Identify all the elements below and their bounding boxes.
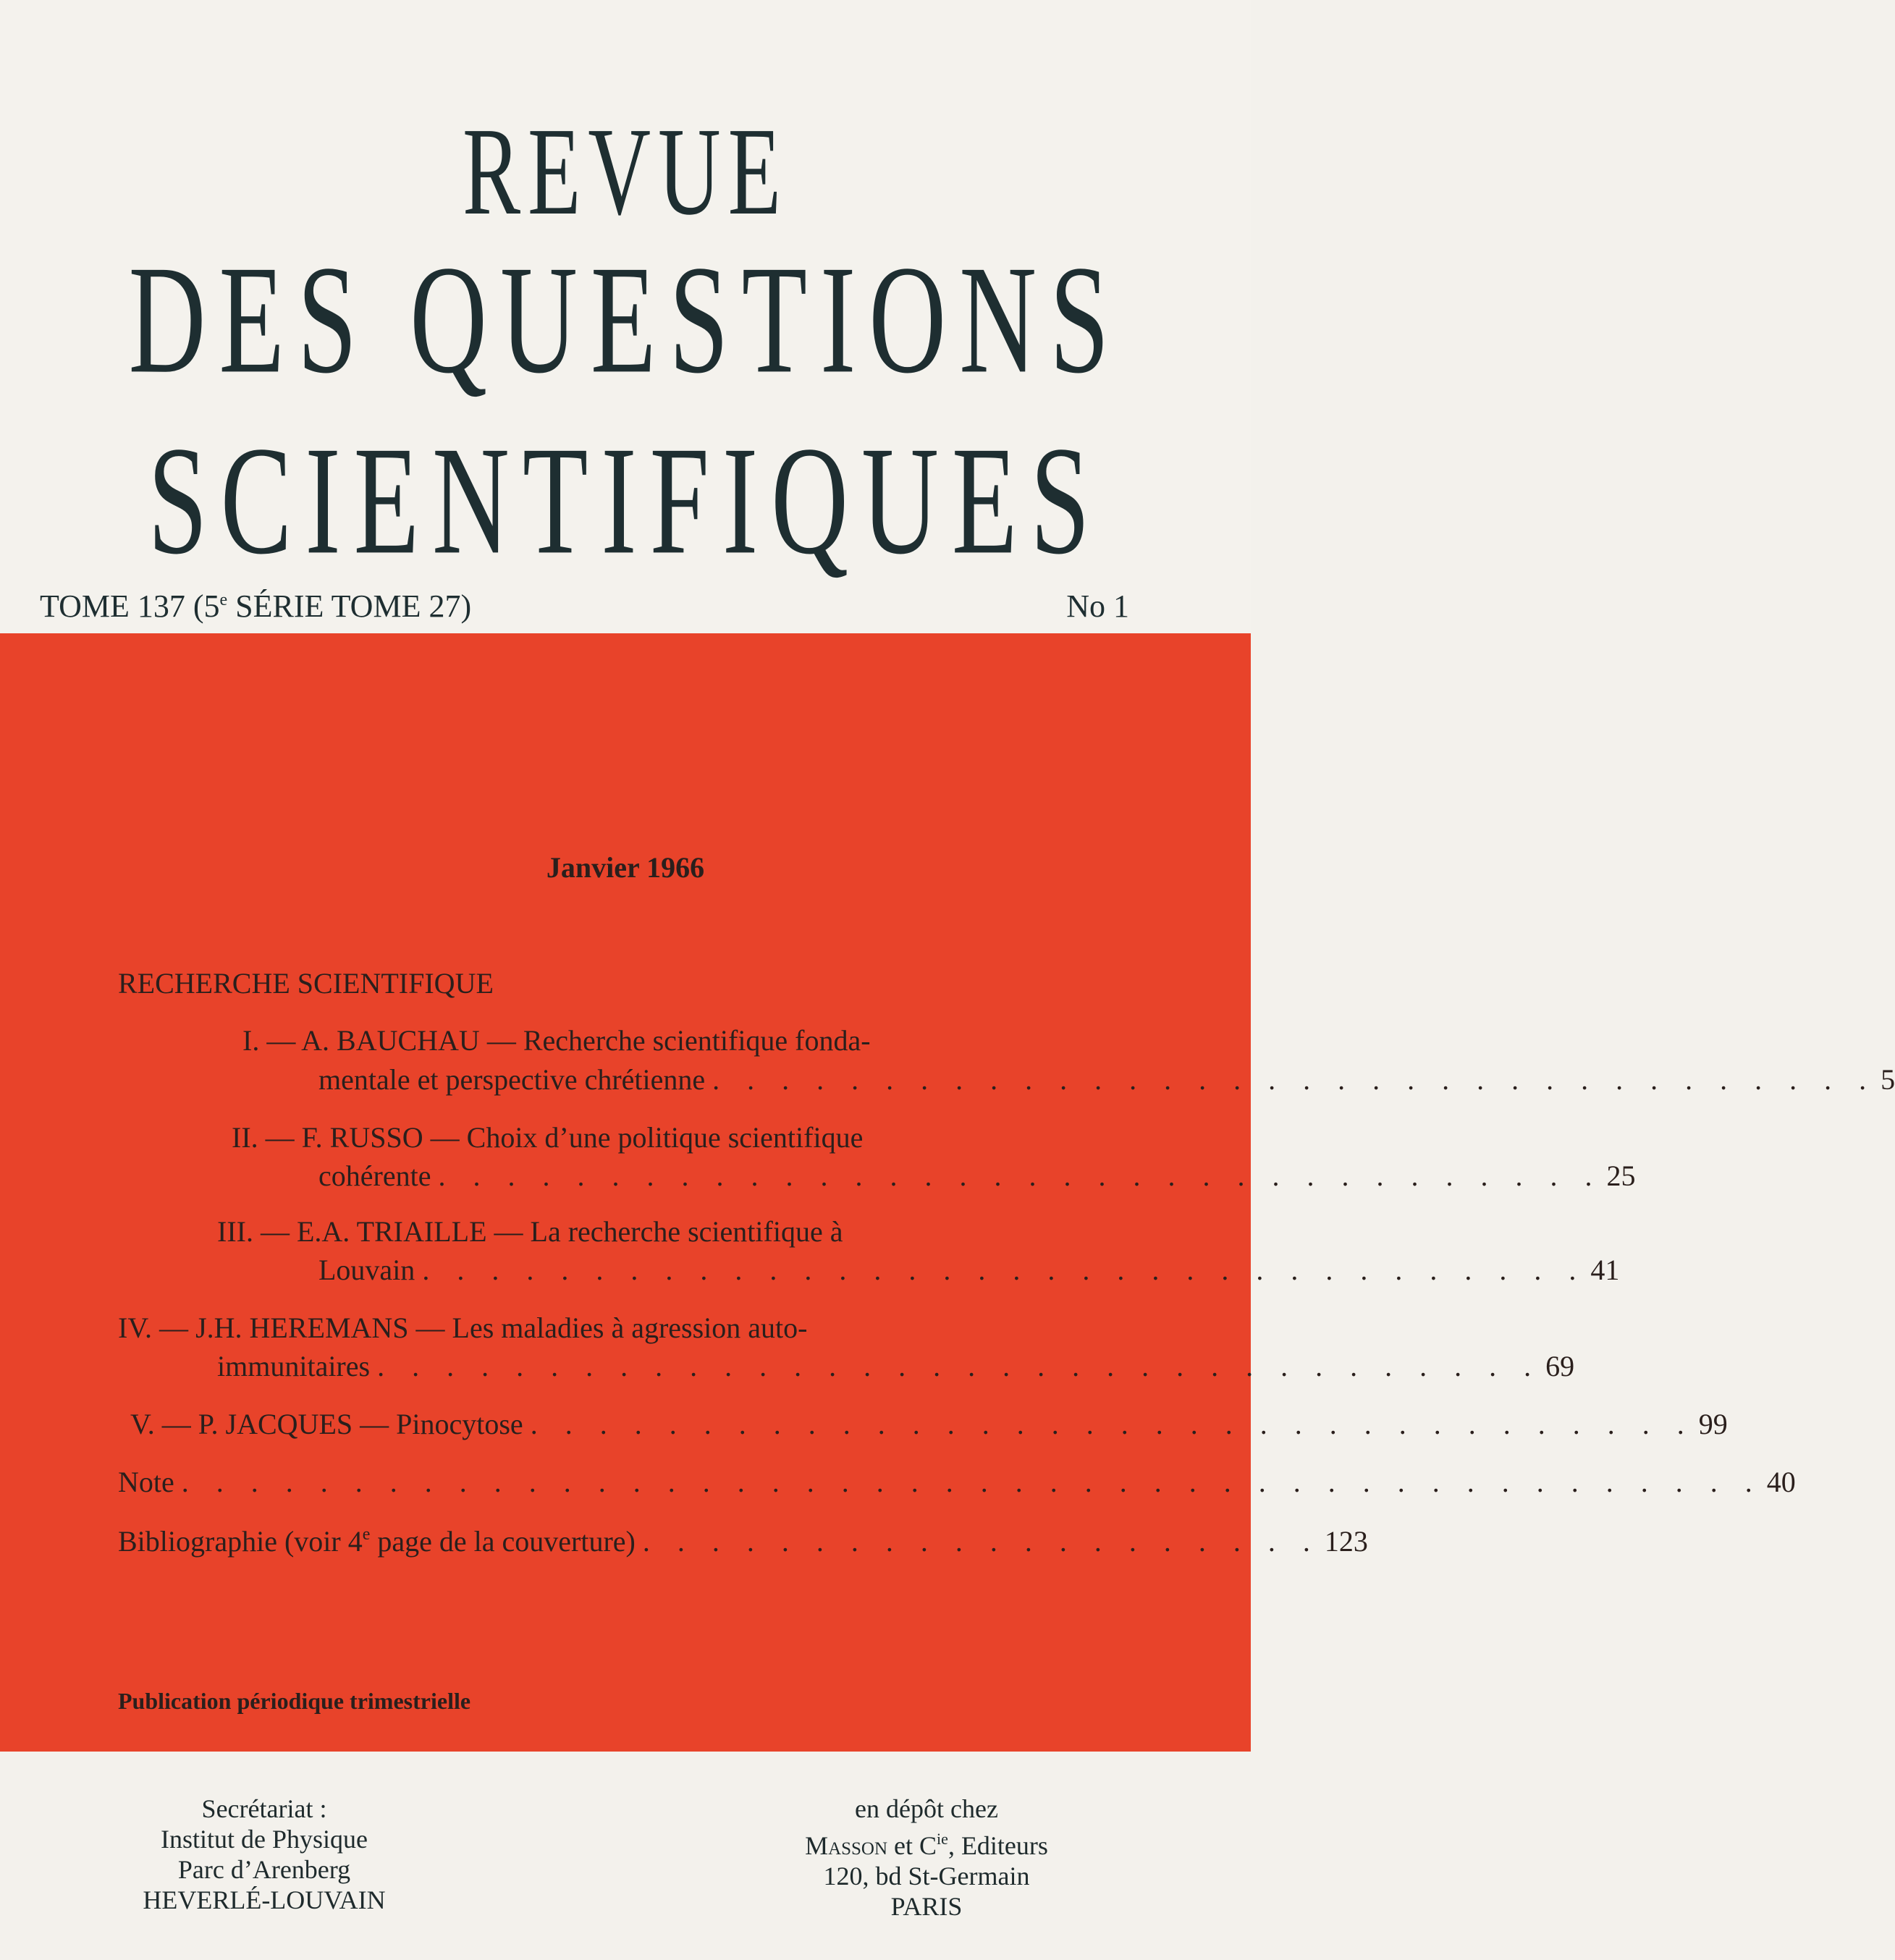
toc-entry-1-line-1: I. — A. BAUCHAU — Recherche scientifique fonda- [242,1024,871,1057]
note-label: Note [118,1466,174,1498]
entry-title: Pinocytose [396,1408,523,1440]
publisher-address [738,1794,1115,1922]
entry-title-cont: immunitaires [217,1350,371,1382]
entry-number: III. — [217,1215,290,1248]
biblio-prefix: Bibliographie (voir 4 [118,1525,363,1558]
tome-prefix: TOME 137 (5 [40,588,220,624]
entry-author: P. JACQUES [198,1408,353,1440]
toc-entry-3-line-1: III. — E.A. TRIAILLE — La recherche scientifique à [217,1215,843,1248]
entry-author: E.A. TRIAILLE [296,1215,487,1248]
cie-post: , Editeurs [948,1831,1048,1860]
entry-title: Recherche scientifique fonda- [523,1024,871,1057]
entry-page: 69 [1545,1350,1575,1382]
biblio-label [118,1526,636,1556]
address-line: Parc d’Arenberg [177,1855,351,1884]
publication-frequency: Publication périodique trimestrielle [118,1688,471,1714]
entry-title-cont: cohérente [318,1159,431,1192]
leader-dots: . . . . . . . . . . . . . . . . . . . . [642,1525,1320,1558]
address-line: 120, bd St-Germain [823,1862,1030,1891]
toc-entry-2-line-2 [318,1159,1636,1192]
biblio-suffix: page de la couverture) [370,1525,636,1558]
cie-sup: ie [937,1830,948,1848]
entry-author: J.H. HEREMANS [195,1311,409,1344]
publisher-name [738,1824,1115,1861]
toc-entry-4-line-1: IV. — J.H. HEREMANS — Les maladies à agression auto- [118,1311,808,1344]
leader-dots: . . . . . . . . . . . . . . . . . . . . . . . . . . . . . . . . . . [530,1408,1694,1440]
entry-number: I. — [242,1024,296,1057]
cie-pre: et C [887,1831,937,1860]
tome-sup: e [219,591,228,609]
entry-title: La recherche scientifique à [530,1215,843,1248]
entry-page: 41 [1590,1254,1620,1286]
entry-page: 25 [1606,1159,1636,1192]
secretariat-address [101,1794,427,1915]
entry-title-cont: Louvain [318,1254,415,1286]
entry-author: F. RUSSO [301,1121,423,1154]
issue-date: Janvier 1966 [546,851,705,884]
entry-page: 99 [1698,1408,1728,1440]
leader-dots: . . . . . . . . . . . . . . . . . . . . . . . . . . . . . . . . . . [712,1063,1877,1096]
note-page: 40 [1766,1466,1796,1498]
section-heading: RECHERCHE SCIENTIFIQUE [118,967,494,1000]
leader-dots: . . . . . . . . . . . . . . . . . . . . . . . . . . . . . . . . . . [377,1350,1542,1382]
toc-entry-4-line-2 [217,1350,1575,1382]
masson-label: Masson [805,1831,888,1860]
journal-title-line-1: REVUE [463,101,788,241]
entry-number: II. — [232,1121,295,1154]
entry-title-cont: mentale et perspective chrétienne [318,1063,706,1096]
entry-page: 5 [1881,1063,1895,1096]
address-line: Secrétariat : [201,1794,327,1823]
entry-author: A. BAUCHAU [301,1024,480,1057]
journal-title-line-2: DES QUESTIONS [128,234,1123,407]
leader-dots: . . . . . . . . . . . . . . . . . . . . . . . . . . . . . . . . . . [422,1254,1587,1286]
journal-title-line-3: SCIENTIFIQUES [148,415,1103,588]
entry-title: Choix d’une politique scientifique [466,1121,864,1154]
entry-number: IV. — [118,1311,189,1344]
toc-note [118,1466,1796,1498]
biblio-sup: e [362,1525,371,1544]
toc-entry-1-line-2 [318,1063,1895,1096]
toc-entry-5: V. — P. JACQUES — Pinocytose . . . . . . . . . . . . . . . . . . . . . . . . . . . . . . . . . . 99 [130,1408,1728,1440]
address-line: en dépôt chez [855,1794,998,1823]
tome-info [40,588,471,625]
entry-number: V. — [130,1408,191,1440]
entry-title: Les maladies à agression auto- [452,1311,808,1344]
tome-suffix: SÉRIE TOME 27) [227,588,472,624]
toc-bibliographie [118,1525,1368,1558]
address-line: Institut de Physique [161,1825,368,1854]
leader-dots: . . . . . . . . . . . . . . . . . . . . . . . . . . . . . . . . . . . . . . . . . . . . . . [181,1466,1763,1498]
toc-entry-2-line-1: II. — F. RUSSO — Choix d’une politique scientifique [232,1121,864,1154]
biblio-page: 123 [1324,1525,1368,1558]
address-line: PARIS [890,1892,963,1921]
issue-number: No 1 [1066,588,1129,624]
toc-entry-3-line-2 [318,1254,1620,1286]
leader-dots: . . . . . . . . . . . . . . . . . . . . . . . . . . . . . . . . . . [438,1159,1603,1192]
address-line: HEVERLÉ-LOUVAIN [143,1885,386,1914]
